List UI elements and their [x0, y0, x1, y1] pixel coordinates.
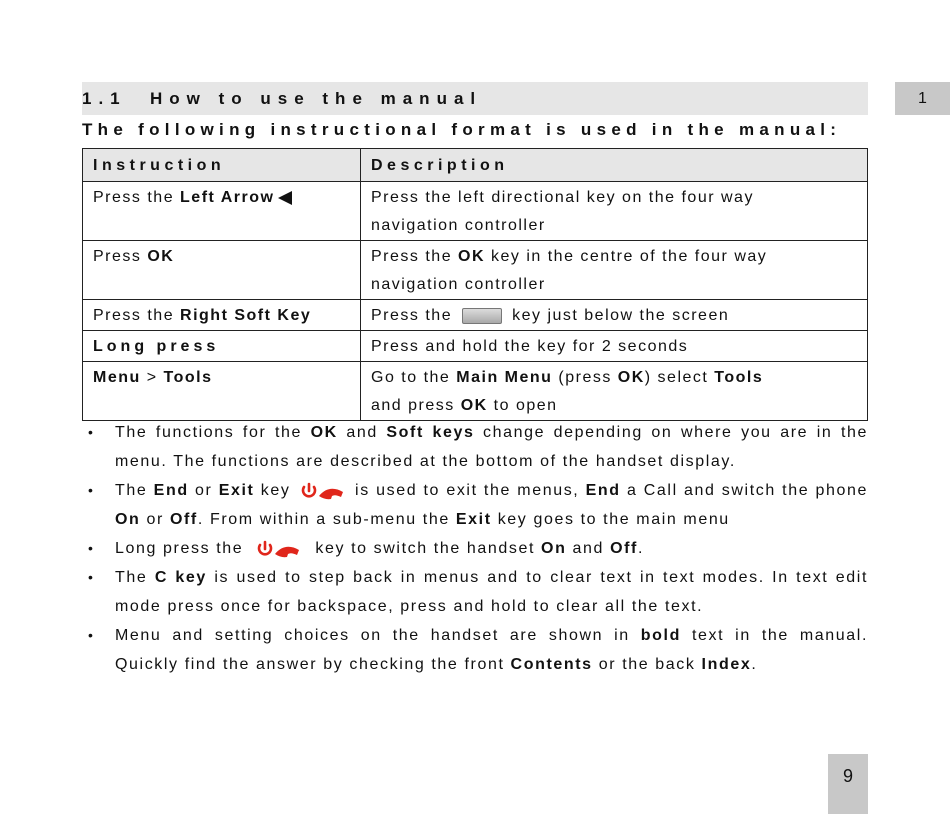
section-number: 1.1 — [82, 89, 127, 108]
bullet-dot: • — [88, 424, 95, 440]
table-header-row — [83, 149, 868, 182]
bold-text: Contents — [510, 656, 593, 673]
instruction-bold: Tools — [163, 369, 213, 386]
description-bold: OK — [458, 248, 486, 265]
description-text: Go to the — [371, 369, 457, 386]
text: and — [566, 540, 611, 557]
section-title: How to use the manual — [150, 89, 483, 108]
bold-text: Index — [701, 656, 752, 673]
text: Menu and setting choices on the handset are shown in — [115, 627, 641, 644]
text: text in the manual. Quickly find the answer by checking the front — [115, 627, 869, 673]
instruction-cell — [83, 182, 361, 241]
bold-text: On — [115, 511, 141, 528]
chapter-tab: 1 — [895, 82, 950, 115]
table-row — [83, 362, 868, 421]
table-row — [83, 182, 868, 241]
bullet-dot: • — [88, 627, 95, 643]
description-bold: OK — [460, 397, 488, 414]
table-row — [83, 241, 868, 300]
text: The — [115, 569, 155, 586]
description-text: navigation controller — [371, 217, 546, 234]
description-text: Press the — [371, 248, 459, 265]
description-cell: Press and hold the key for 2 seconds — [361, 331, 868, 362]
table-row — [83, 331, 868, 362]
instruction-text: Press — [93, 248, 148, 265]
end-call-icon — [301, 481, 345, 501]
soft-key-icon — [462, 308, 502, 324]
bold-text: bold — [640, 627, 681, 644]
bullet-dot: • — [88, 482, 95, 498]
description-text: ) select — [644, 369, 715, 386]
bold-text: End — [153, 482, 189, 499]
header-description: Description — [361, 149, 868, 182]
bold-text: C key — [154, 569, 207, 586]
text: . From within a sub-menu the — [197, 511, 456, 528]
description-bold: Main Menu — [456, 369, 553, 386]
page-number: 9 — [828, 754, 868, 814]
text: key — [254, 482, 297, 499]
description-bold: Tools — [714, 369, 764, 386]
bold-text: Exit — [218, 482, 255, 499]
text: a Call and switch the phone — [620, 482, 868, 499]
intro-text: The following instructional format is used in the manual: — [82, 120, 842, 139]
bold-text: Off — [169, 511, 198, 528]
bold-text: End — [585, 482, 621, 499]
instruction-bold: Long press — [93, 338, 220, 355]
text: The — [115, 482, 154, 499]
description-text: navigation controller — [371, 276, 546, 293]
text: and — [337, 424, 387, 441]
text: or — [140, 511, 170, 528]
left-arrow-icon — [278, 191, 292, 205]
instruction-bold: Right Soft Key — [180, 307, 312, 324]
end-call-icon — [253, 539, 305, 559]
list-item — [82, 563, 868, 621]
instruction-bold: Left Arrow — [180, 189, 275, 206]
instruction-table — [82, 148, 868, 421]
instruction-cell — [83, 331, 361, 362]
description-cell — [361, 300, 868, 331]
section-heading — [82, 82, 868, 115]
text: change depending on where you are in the menu. The functions are described at the bottom of the handset display. — [115, 424, 868, 470]
description-text: key in the centre of the four way — [485, 248, 768, 265]
text: Long press the — [115, 540, 250, 557]
text: key to switch the handset — [309, 540, 542, 557]
description-cell — [361, 241, 868, 300]
text: The functions for the — [115, 424, 311, 441]
bold-text: Soft keys — [386, 424, 475, 441]
description-text: Press the — [371, 307, 453, 324]
list-item — [82, 418, 868, 476]
text: key goes to the main menu — [491, 511, 730, 528]
description-text: Press the left directional key on the four way — [371, 189, 754, 206]
text: or the back — [592, 656, 702, 673]
description-text: to open — [487, 397, 558, 414]
text: or — [188, 482, 219, 499]
instruction-bold: Menu — [93, 369, 141, 386]
bold-text: OK — [310, 424, 338, 441]
instruction-cell — [83, 300, 361, 331]
list-item — [82, 534, 868, 563]
header-instruction: Instruction — [83, 149, 361, 182]
bold-text: Exit — [455, 511, 492, 528]
bold-text: On — [541, 540, 567, 557]
instruction-cell — [83, 241, 361, 300]
text: is used to exit the menus, — [348, 482, 586, 499]
description-cell — [361, 362, 868, 421]
table-row — [83, 300, 868, 331]
instruction-text: Press the — [93, 189, 181, 206]
text: is used to step back in menus and to clear text in text modes. In text edit mode press once for backspace, press and hold to clear all the text. — [115, 569, 868, 615]
text: . — [637, 540, 645, 557]
description-text: (press — [552, 369, 618, 386]
instruction-cell — [83, 362, 361, 421]
list-item — [82, 476, 868, 534]
instruction-text: Press the — [93, 307, 181, 324]
text: . — [751, 656, 758, 673]
description-text: key just below the screen — [512, 307, 730, 324]
description-bold: OK — [617, 369, 645, 386]
bullet-dot: • — [88, 569, 95, 585]
description-cell — [361, 182, 868, 241]
instruction-separator: > — [140, 369, 164, 386]
bullet-dot: • — [88, 540, 95, 556]
description-text: and press — [371, 397, 461, 414]
list-item — [82, 621, 868, 679]
bullet-list — [82, 418, 868, 679]
bold-text: Off — [610, 540, 638, 557]
instruction-bold: OK — [147, 248, 175, 265]
